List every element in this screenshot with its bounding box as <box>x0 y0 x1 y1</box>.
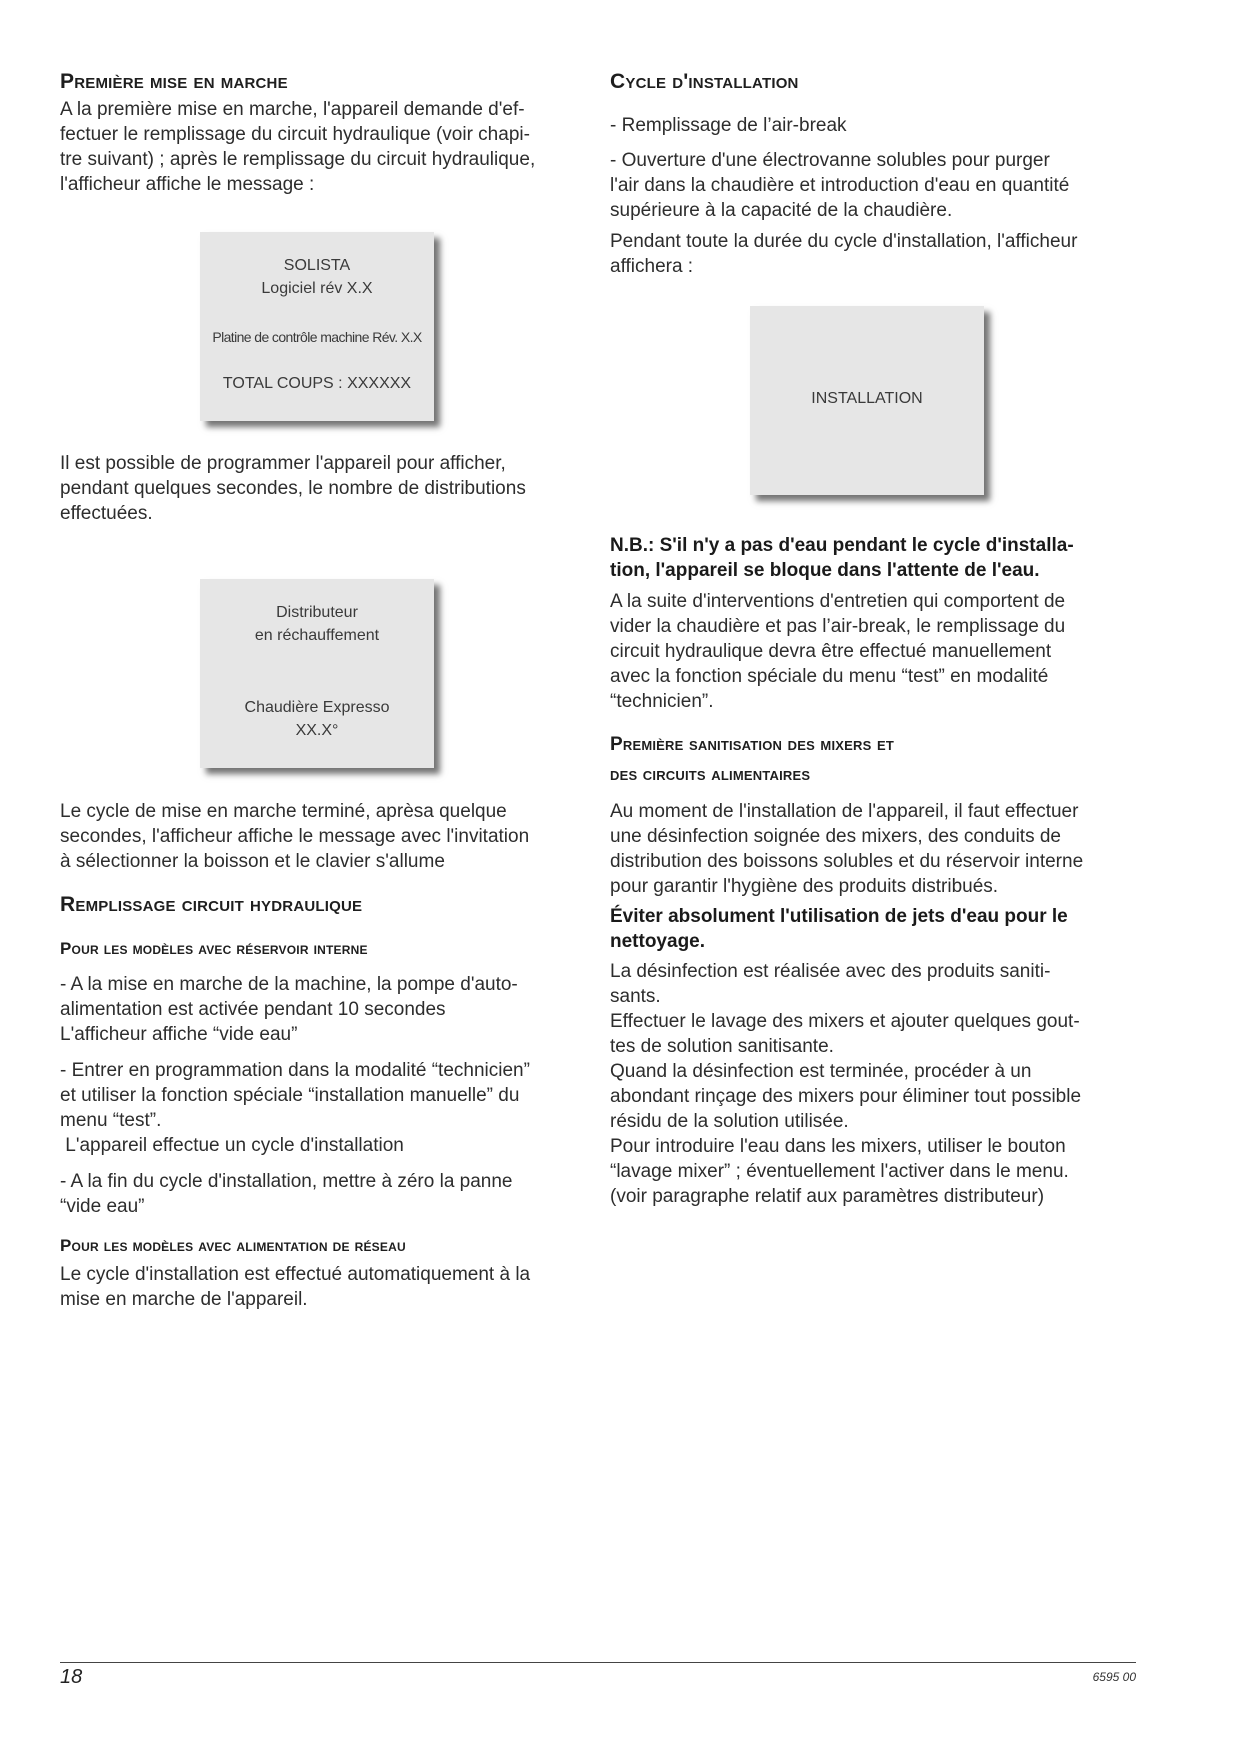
paragraph-desinfection <box>610 959 1081 1209</box>
text-line: A la première mise en marche, l'appareil demande d'ef- <box>60 99 525 120</box>
text-line: avec la fonction spéciale du menu “test” en modalité <box>610 666 1049 687</box>
text-line: Pour introduire l'eau dans les mixers, utiliser le bouton <box>610 1136 1066 1157</box>
text-line: Pendant toute la durée du cycle d'installation, l'afficheur <box>610 231 1078 252</box>
text-line: à sélectionner la boisson et le clavier s'allume <box>60 851 445 872</box>
list-item-fin-cycle <box>60 1169 513 1219</box>
warning-jets-eau <box>610 904 1068 954</box>
text-line: une désinfection soignée des mixers, des conduits de <box>610 826 1061 847</box>
heading-cycle-installation: Cycle d'installation <box>610 70 799 93</box>
text-line: fectuer le remplissage du circuit hydraulique (voir chapi- <box>60 124 530 145</box>
display-line: XX.X° <box>295 722 339 739</box>
text-line: Effectuer le lavage des mixers et ajouter quelques gout- <box>610 1011 1080 1032</box>
text-line: Il est possible de programmer l'appareil pour afficher, <box>60 453 506 474</box>
text-line: tre suivant) ; après le remplissage du circuit hydraulique, <box>60 149 536 170</box>
text-line: A la suite d'interventions d'entretien qui comportent de <box>610 591 1066 612</box>
text-line: - A la fin du cycle d'installation, mettre à zéro la panne <box>60 1171 513 1192</box>
nb-label: N.B.: <box>610 535 655 556</box>
text-line: abondant rinçage des mixers pour éliminer tout possible <box>610 1086 1082 1107</box>
text-line: Quand la désinfection est terminée, procéder à un <box>610 1061 1032 1082</box>
display-line: INSTALLATION <box>811 390 923 407</box>
text-line: pendant quelques secondes, le nombre de distributions <box>60 478 526 499</box>
text-line: “technicien”. <box>610 691 714 712</box>
display-screen-solista <box>200 232 434 421</box>
document-code: 6595 00 <box>1092 1670 1136 1684</box>
text-line: Le cycle de mise en marche terminé, aprèsa quelque <box>60 801 507 822</box>
paragraph-interventions <box>610 589 1065 714</box>
text-line: - A la mise en marche de la machine, la pompe d'auto- <box>60 974 518 995</box>
text-line: tion, l'appareil se bloque dans l'attente de l'eau. <box>610 560 1040 581</box>
text-line: résidu de la solution utilisée. <box>610 1111 849 1132</box>
text-line: tes de solution sanitisante. <box>610 1036 834 1057</box>
text-line: secondes, l'afficheur affiche le message avec l'invitation <box>60 826 530 847</box>
text-line: pour garantir l'hygiène des produits distribués. <box>610 876 999 897</box>
paragraph-reseau <box>60 1262 530 1312</box>
paragraph-programmer <box>60 451 526 526</box>
heading-premiere-mise-en-marche: Première mise en marche <box>60 70 288 93</box>
list-item-air-break: - Remplissage de l’air-break <box>610 115 847 136</box>
display-line: en réchauffement <box>254 627 380 644</box>
text-line: nettoyage. <box>610 931 706 952</box>
text-line: alimentation est activée pendant 10 secondes <box>60 999 446 1020</box>
text-line: mise en marche de l'appareil. <box>60 1289 308 1310</box>
heading-reservoir-interne: Pour les modèles avec réservoir interne <box>60 939 368 958</box>
footer-divider <box>60 1662 1136 1663</box>
display-line: Platine de contrôle machine Rév. X.X <box>212 329 422 345</box>
text-line <box>610 533 1074 558</box>
text-line: L'afficheur affiche “vide eau” <box>60 1024 298 1045</box>
page-number: 18 <box>60 1666 83 1688</box>
text-line: Le cycle d'installation est effectué automatiquement à la <box>60 1264 531 1285</box>
text-line: menu “test”. <box>60 1110 162 1131</box>
text-line: distribution des boissons solubles et du réservoir interne <box>610 851 1084 872</box>
paragraph-moment-installation <box>610 799 1083 899</box>
text-line: (voir paragraphe relatif aux paramètres distributeur) <box>610 1186 1045 1207</box>
list-item-programmation <box>60 1058 530 1158</box>
text-line: Au moment de l'installation de l'appareil, il faut effectuer <box>610 801 1079 822</box>
heading-remplissage-circuit: Remplissage circuit hydraulique <box>60 893 363 916</box>
display-line: Chaudière Expresso <box>244 699 390 716</box>
text-line: La désinfection est réalisée avec des produits saniti- <box>610 961 1051 982</box>
text-line: et utiliser la fonction spéciale “installation manuelle” du <box>60 1085 520 1106</box>
text-line: - Ouverture d'une électrovanne solubles pour purger <box>610 150 1050 171</box>
text-line: “vide eau” <box>60 1196 145 1217</box>
text-line: sants. <box>610 986 661 1007</box>
text-line: circuit hydraulique devra être effectué manuellement <box>610 641 1052 662</box>
display-line: SOLISTA <box>283 257 351 274</box>
text-line: l'air dans la chaudière et introduction d'eau en quantité <box>610 175 1070 196</box>
display-line: Distributeur <box>276 604 358 621</box>
note-nb <box>610 533 1074 583</box>
text-line: affichera : <box>610 256 694 277</box>
heading-sanitisation-line1: Première sanitisation des mixers et <box>610 734 894 755</box>
nb-text: S'il n'y a pas d'eau pendant le cycle d'installa- <box>654 535 1074 556</box>
text-line: Éviter absolument l'utilisation de jets d'eau pour le <box>610 906 1068 927</box>
display-screen-installation <box>750 306 984 495</box>
display-line: Logiciel rév X.X <box>261 280 373 297</box>
heading-alimentation-reseau: Pour les modèles avec alimentation de réseau <box>60 1236 406 1255</box>
text-line: “lavage mixer” ; éventuellement l'activer dans le menu. <box>610 1161 1069 1182</box>
list-item-electrovanne <box>610 148 1069 223</box>
text-line: - Entrer en programmation dans la modalité “technicien” <box>60 1060 530 1081</box>
text-line: supérieure à la capacité de la chaudière. <box>610 200 953 221</box>
list-item-pompe <box>60 972 518 1047</box>
display-line: TOTAL COUPS : XXXXXX <box>222 375 412 392</box>
paragraph-cycle-termine <box>60 799 529 874</box>
paragraph-pendant <box>610 229 1077 279</box>
text-line: vider la chaudière et pas l’air-break, le remplissage du <box>610 616 1066 637</box>
heading-sanitisation-line2: des circuits alimentaires <box>610 764 811 785</box>
text-line: l'afficheur affiche le message : <box>60 174 315 195</box>
text-line: L'appareil effectue un cycle d'installation <box>60 1135 404 1156</box>
display-screen-rechauffement <box>200 579 434 768</box>
paragraph-premiere-mise-en-marche <box>60 97 535 197</box>
text-line: effectuées. <box>60 503 153 524</box>
